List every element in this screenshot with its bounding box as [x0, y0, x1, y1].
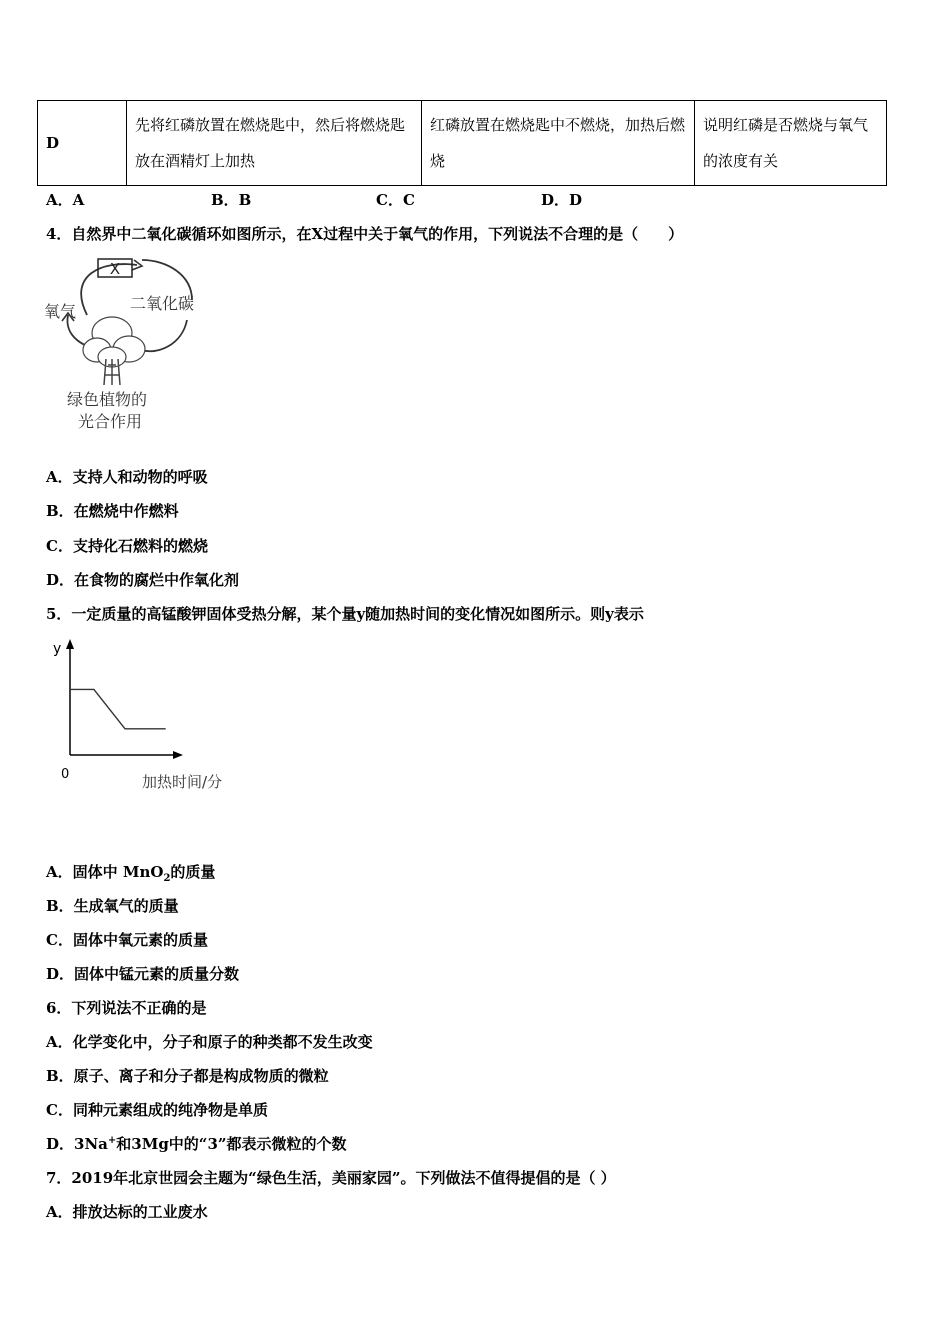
- heating-line-chart: [45, 635, 245, 800]
- origin-label: 0: [61, 767, 70, 782]
- q6-option-b: B．原子、离子和分子都是构成物质的微粒: [46, 1067, 329, 1085]
- q5-option-a-suffix: 的质量: [170, 863, 216, 881]
- conclusion-cell: 说明红磷是否燃烧与氧气的浓度有关: [695, 101, 887, 186]
- q4-option-d: D．在食物的腐烂中作氧化剂: [46, 571, 240, 589]
- q4-option-c: C．支持化石燃料的燃烧: [46, 537, 208, 555]
- y-axis-arrow-icon: [66, 639, 74, 649]
- q5-option-d: D．固体中锰元素的质量分数: [46, 965, 240, 983]
- x-label: X: [109, 260, 121, 278]
- q5-option-a: [46, 861, 215, 884]
- q6-option-d-superscript: +: [107, 1135, 117, 1146]
- carbon-dioxide-label: 二氧化碳: [130, 294, 195, 313]
- q3-option-d: D．D: [541, 191, 583, 209]
- q5-option-a-subscript: 2: [163, 873, 171, 884]
- q4-option-a: A．支持人和动物的呼吸: [46, 468, 208, 486]
- x-axis-label: 加热时间/分: [142, 773, 223, 791]
- photosynthesis-label-1: 绿色植物的: [67, 390, 148, 409]
- y-axis-label: y: [53, 641, 62, 657]
- q7-option-a: A．排放达标的工业废水: [46, 1203, 208, 1221]
- q6-stem: 6．下列说法不正确的是: [46, 999, 207, 1017]
- q6-option-d: [46, 1133, 347, 1154]
- q3-option-a: A．A: [46, 191, 85, 209]
- table-row: [38, 101, 887, 186]
- carbon-cycle-figure: [42, 255, 227, 435]
- experiment-table: [37, 100, 887, 186]
- cycle-arrow-right: [142, 320, 187, 351]
- q6-option-a: A．化学变化中，分子和原子的种类都不发生改变: [46, 1033, 373, 1051]
- q5-stem: 5．一定质量的高锰酸钾固体受热分解，某个量y随加热时间的变化情况如图所示。则y表示: [46, 605, 644, 623]
- q6-option-d-suffix: 和3Mg中的“3”都表示微粒的个数: [116, 1135, 347, 1153]
- photosynthesis-label-2: 光合作用: [78, 412, 143, 431]
- q5-option-a-prefix: A．固体中: [46, 863, 118, 881]
- q4-option-b: B．在燃烧中作燃料: [46, 502, 179, 520]
- y-series-line: [70, 689, 166, 728]
- q6-option-c: C．同种元素组成的纯净物是单质: [46, 1101, 268, 1119]
- tree-icon: [83, 317, 145, 385]
- q5-option-c: C．固体中氧元素的质量: [46, 931, 208, 949]
- operation-cell: 先将红磷放置在燃烧匙中，然后将燃烧匙放在酒精灯上加热: [127, 101, 422, 186]
- phenomenon-cell: 红磷放置在燃烧匙中不燃烧，加热后燃烧: [422, 101, 695, 186]
- q7-stem: 7．2019年北京世园会主题为“绿色生活，美丽家园”。下列做法不值得提倡的是（ ）: [46, 1169, 616, 1187]
- q4-stem: 4．自然界中二氧化碳循环如图所示，在X过程中关于氧气的作用，下列说法不合理的是（ ）: [46, 225, 684, 243]
- row-label: D: [38, 101, 127, 186]
- q6-option-d-prefix: D．3Na: [46, 1135, 108, 1153]
- q3-option-c: C．C: [376, 191, 415, 209]
- oxygen-label: 氧气: [44, 302, 77, 321]
- q3-option-b: B．B: [211, 191, 252, 209]
- q5-option-b: B．生成氧气的质量: [46, 897, 179, 915]
- q5-option-a-formula: MnO: [122, 863, 164, 881]
- x-axis-arrow-icon: [173, 751, 183, 759]
